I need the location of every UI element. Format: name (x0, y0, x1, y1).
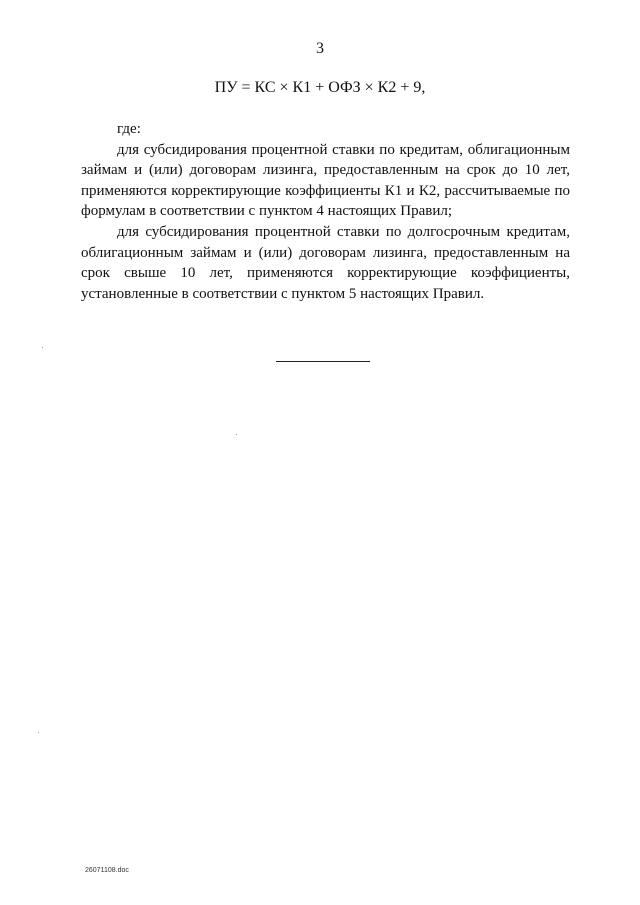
paragraph-short-term: для субсидирования процентной ставки по кредитам, облигационным займам и (или) договорам лизинга, предоставленным на срок до 10 лет, применяются корректирующие коэффициенты К1 и К2, рассчитываемые по формулам в соответствии с пунктом 4 настоящих Правил; (81, 141, 570, 220)
page-number: 3 (316, 40, 324, 57)
footer-filename: 26071108.doc (85, 867, 129, 874)
scan-speck (38, 732, 39, 733)
formula: ПУ = КС × К1 + ОФЗ × К2 + 9, (214, 79, 426, 96)
end-divider (276, 361, 370, 362)
scan-speck (42, 347, 43, 348)
body-text (81, 119, 570, 304)
scan-speck (236, 434, 237, 435)
paragraph-where: где: (117, 121, 141, 137)
paragraph-long-term: для субсидирования процентной ставки по долгосрочным кредитам, облигационным займам и (или) договорам лизинга, предоставленным на срок свыше 10 лет, применяются корректирующие коэффициенты, установленные в соответствии с пунктом 5 настоящих Правил. (81, 223, 570, 302)
